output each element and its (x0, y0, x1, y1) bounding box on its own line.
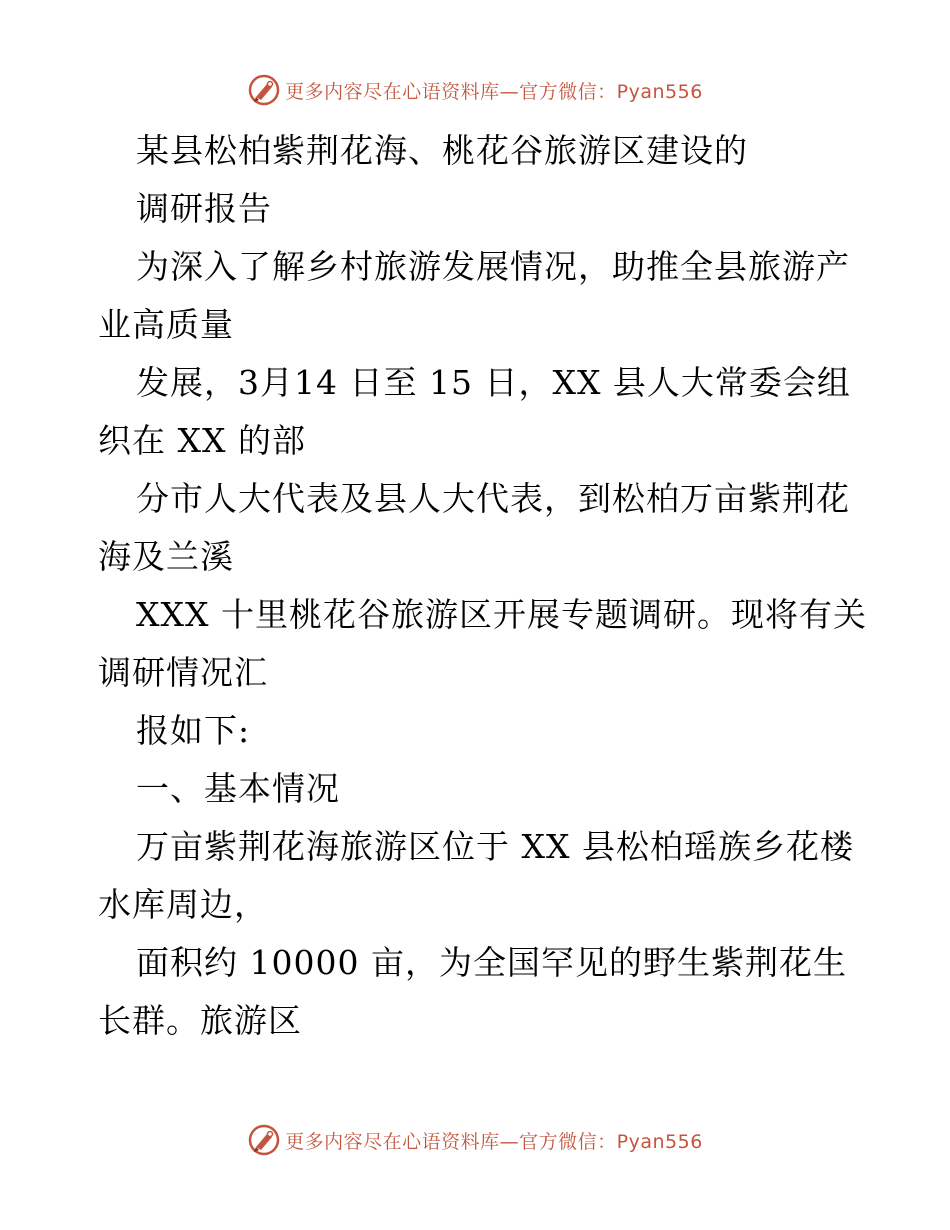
paragraph-line: 面积约 10000 亩，为全国罕见的野生紫荆花生 (136, 943, 847, 982)
header-watermark (0, 70, 950, 110)
paragraph-line: 为深入了解乡村旅游发展情况，助推全县旅游产 (136, 247, 850, 286)
doc-title-line-2: 调研报告 (136, 189, 272, 228)
paragraph-line: 长群。旅游区 (98, 1001, 302, 1040)
watermark-text: 更多内容尽在心语资料库—官方微信：Pyan556 (285, 80, 703, 103)
paragraph-line: XXX 十里桃花谷旅游区开展专题调研。现将有关 (136, 595, 867, 634)
paragraph-line: 水库周边， (98, 885, 268, 924)
watermark-text: 更多内容尽在心语资料库—官方微信：Pyan556 (285, 1130, 703, 1153)
pen-logo-icon (247, 1123, 281, 1157)
paragraph-line: 海及兰溪 (98, 537, 234, 576)
paragraph-line: 织在 XX 的部 (98, 421, 306, 460)
section-heading: 一、基本情况 (136, 769, 340, 808)
pen-logo-icon (247, 73, 281, 107)
paragraph-line: 分市人大代表及县人大代表，到松柏万亩紫荆花 (136, 479, 850, 518)
paragraph-line: 报如下: (136, 711, 251, 750)
paragraph-line: 万亩紫荆花海旅游区位于 XX 县松柏瑶族乡花楼 (136, 827, 854, 866)
footer-watermark (0, 1120, 950, 1160)
doc-title-line-1: 某县松柏紫荆花海、桃花谷旅游区建设的 (136, 131, 748, 170)
document-body (98, 122, 867, 1050)
paragraph-line: 发展，3月14 日至 15 日，XX 县人大常委会组 (136, 363, 851, 402)
paragraph-line: 调研情况汇 (98, 653, 268, 692)
paragraph-line: 业高质量 (98, 305, 234, 344)
